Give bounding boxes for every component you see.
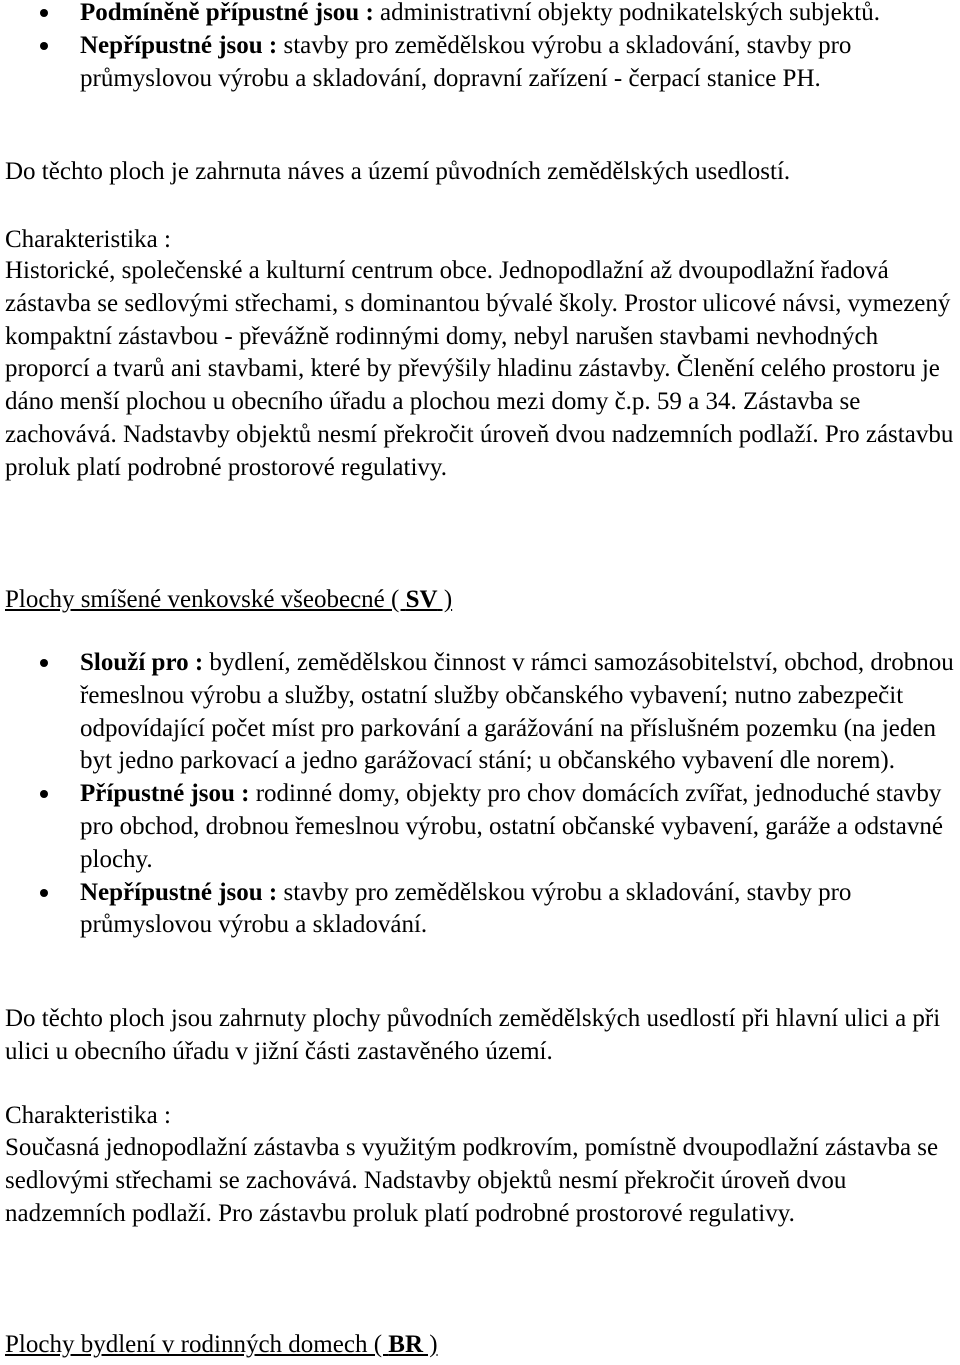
intro-paragraph-sv: Do těchto ploch jsou zahrnuty plochy původních zemědělských usedlostí při hlavní ulici a při ulici u obecního úřadu v jižní části zastavěného území. — [5, 1005, 941, 1065]
characteristics-paragraph: Historické, společenské a kulturní centrum obce. Jednopodlažní až dvoupodlažní řadová zástavba se sedlovými střechami, s dominantou bývalé školy. Prostor ulicové návsi, vymezený kompaktní zástavbou - převážně rodinnými domy, nebyl narušen stavbami nevhodných proporcí a tvarů ani stavbami, které by převýšily hladinu zástavby. Členění celého prostoru je dáno menší plochou u obecního úřadu a plochou mezi domy č.p. 59 a 34. Zástavba se zachovává. Nadstavby objektů nesmí překročit úroveň dvou nadzemních podlaží. Pro zástavbu proluk platí podrobné prostorové regulativy. — [5, 257, 954, 481]
list-item — [5, 778, 957, 876]
list-item-text: bydlení, zemědělskou činnost v rámci samozásobitelství, obchod, drobnou řemeslnou výrobu a služby, ostatní služby občanského vybavení; nutno zabezpečit odpovídající počet míst pro parkování a garážování na příslušném pozemku (na jeden byt jedno parkovací a jedno garážovací stání; u občanského vybavení dle norem). — [80, 649, 954, 775]
list-item — [5, 30, 957, 96]
list-item — [5, 877, 957, 943]
section-heading-sv — [5, 584, 452, 617]
bullet-icon — [40, 42, 48, 50]
list-item-text: stavby pro zemědělskou výrobu a skladování, stavby pro průmyslovou výrobu a skladování. — [80, 878, 852, 939]
section-heading-text: Plochy bydlení v rodinných domech ( — [5, 1331, 389, 1358]
characteristics-heading-sv: Charakteristika : — [5, 1102, 171, 1129]
section-code: BR — [388, 1331, 423, 1358]
list-item-text: stavby pro zemědělskou výrobu a skladování, stavby pro průmyslovou výrobu a skladování, dopravní zařízení - čerpací stanice PH. — [80, 31, 852, 92]
list-item-term: Podmíněně přípustné jsou : — [80, 0, 374, 26]
list-item — [5, 647, 957, 778]
section-heading-br — [5, 1329, 438, 1362]
list-item — [5, 0, 957, 30]
bullet-icon — [40, 659, 48, 667]
section-heading-text: Plochy smíšené venkovské všeobecné ( — [5, 586, 406, 613]
list-item-term: Přípustné jsou : — [80, 780, 250, 808]
characteristics-paragraph-sv: Současná jednopodlažní zástavba s využitým podkrovím, pomístně dvoupodlažní zástavba se sedlovými střechami se zachovává. Nadstavby objektů nesmí překročit úroveň dvou nadzemních podlaží. Pro zástavbu proluk platí podrobné prostorové regulativy. — [5, 1134, 939, 1227]
list-item-term: Nepřípustné jsou : — [80, 31, 278, 59]
sv-bullet-list — [5, 647, 957, 942]
bullet-icon — [40, 9, 48, 17]
bullet-icon — [40, 889, 48, 897]
characteristics-heading: Charakteristika : — [5, 226, 171, 253]
list-item-term: Nepřípustné jsou : — [80, 878, 278, 906]
list-item-text: rodinné domy, objekty pro chov domácích zvířat, jednoduché stavby pro obchod, drobnou řemeslnou výrobu, ostatní občanské vybavení, garáže a odstavné plochy. — [80, 780, 943, 873]
bullet-icon — [40, 790, 48, 798]
section-code: SV — [405, 586, 438, 613]
section-heading-close: ) — [437, 586, 453, 613]
intro-paragraph: Do těchto ploch je zahrnuta náves a území původních zemědělských usedlostí. — [5, 158, 791, 185]
section-heading-close: ) — [423, 1331, 438, 1358]
list-item-text: administrativní objekty podnikatelských subjektů. — [373, 0, 880, 26]
list-item-term: Slouží pro : — [80, 649, 204, 676]
top-bullet-list — [5, 0, 957, 95]
